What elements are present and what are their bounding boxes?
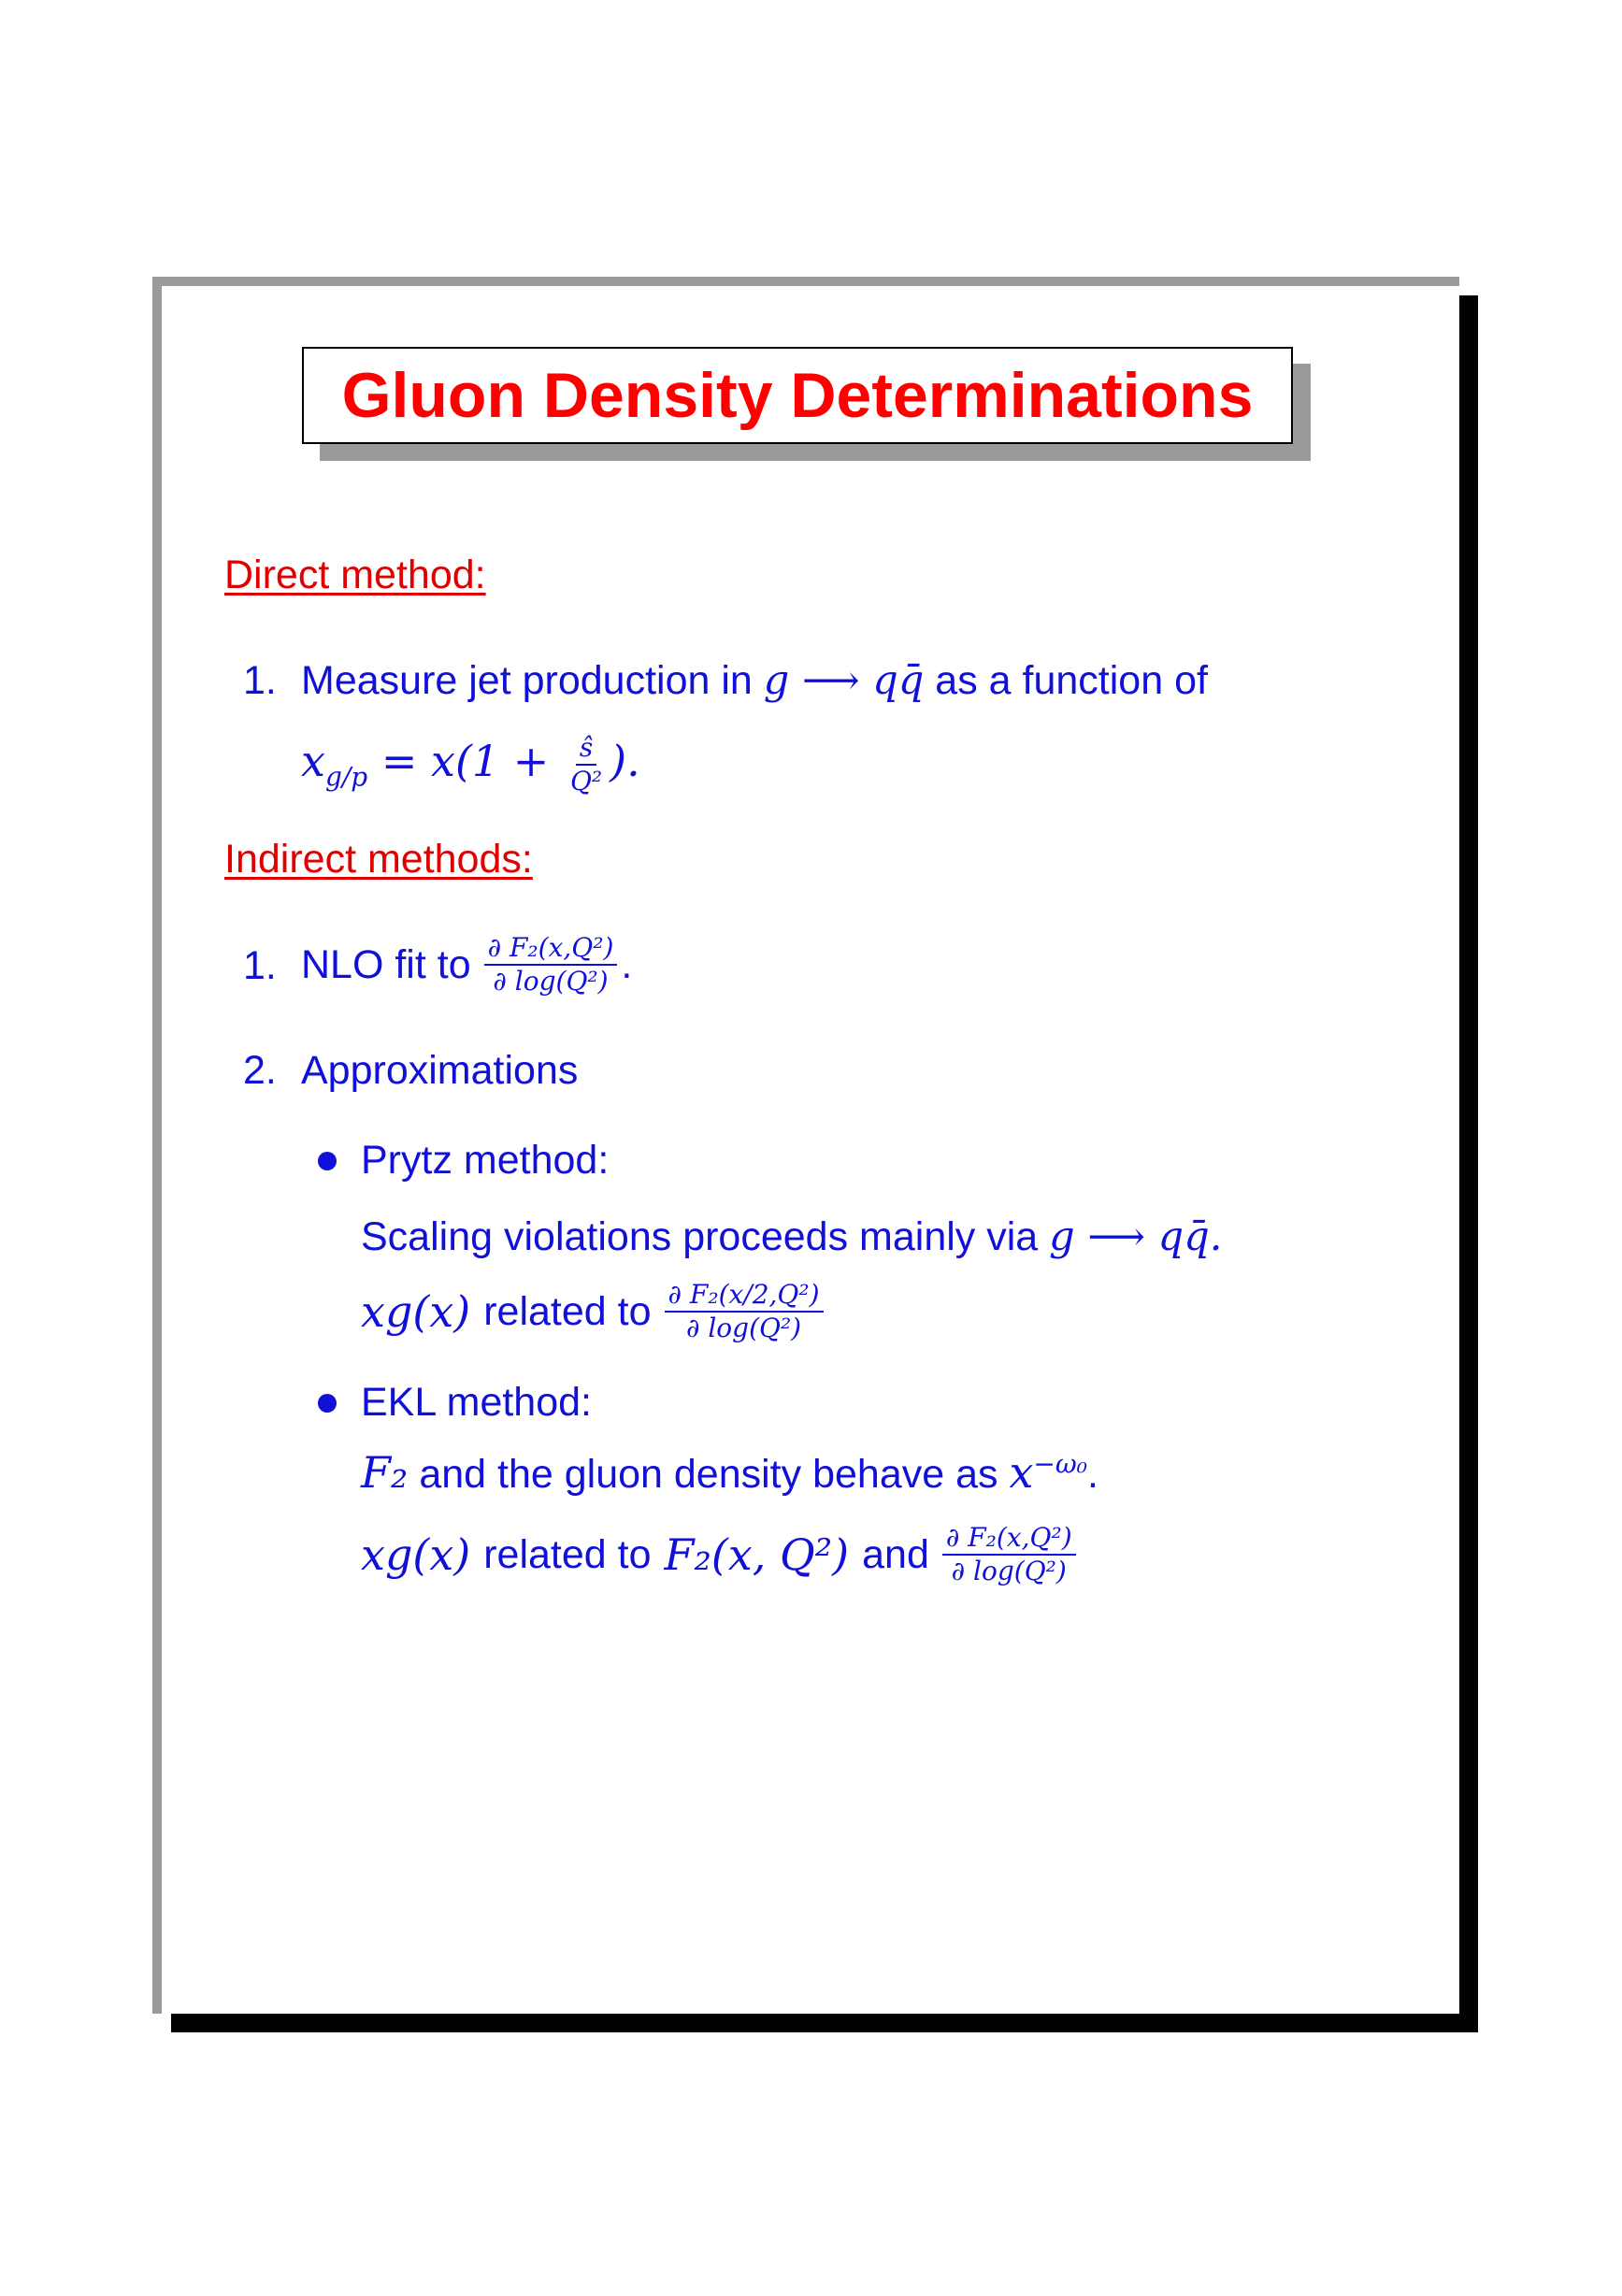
slide-panel <box>152 277 1459 2014</box>
direct-item-1-text-b: as a function of <box>935 658 1208 703</box>
title-box <box>302 347 1293 444</box>
indirect-item-2-number: 2. <box>243 1048 277 1093</box>
ekl-line-1 <box>361 1447 1098 1498</box>
direct-item-1-line1 <box>301 657 1208 704</box>
ekl-bullet-icon <box>318 1394 337 1413</box>
nlo-fraction-denominator: ∂ log(Q²) <box>493 966 609 997</box>
prytz-line-2-math: xg(x) <box>361 1286 471 1337</box>
ekl-fraction <box>942 1522 1076 1586</box>
ekl-line-2-and: and <box>862 1531 929 1577</box>
formula-fraction <box>567 732 606 796</box>
prytz-line-1-math: g ⟶ qq̄. <box>1049 1213 1223 1260</box>
ekl-label: EKL method: <box>361 1380 592 1425</box>
page-title: Gluon Density Determinations <box>341 360 1254 431</box>
indirect-item-1-text: NLO fit to <box>301 941 471 987</box>
prytz-line-2 <box>361 1270 827 1354</box>
fraction-denominator: Q² <box>569 766 603 796</box>
prytz-line-2-text: related to <box>483 1288 652 1334</box>
prytz-fraction-numerator: ∂ F₂(x/2,Q²) <box>665 1282 824 1313</box>
prytz-label: Prytz method: <box>361 1138 610 1183</box>
ekl-line-1-math: F₂ <box>361 1447 409 1498</box>
indirect-item-1-line <box>301 926 632 1004</box>
indirect-item-1-end: . <box>621 941 633 987</box>
ekl-line-1-superscript: −ω₀ <box>1033 1448 1087 1480</box>
ekl-line-2 <box>361 1513 1080 1597</box>
prytz-bullet-icon <box>318 1152 337 1170</box>
ekl-line-2-math2: F₂(x, Q²) <box>664 1529 850 1580</box>
formula-end: ). <box>610 736 640 787</box>
ekl-line-1-math2: x <box>1009 1447 1034 1498</box>
direct-item-1-math-a: g ⟶ qq̄ <box>763 657 925 704</box>
direct-item-1-formula <box>301 732 640 796</box>
prytz-fraction-denominator: ∂ log(Q²) <box>685 1313 802 1343</box>
indirect-item-2-text: Approximations <box>301 1048 579 1093</box>
indirect-methods-heading: Indirect methods: <box>224 837 533 882</box>
nlo-fraction-numerator: ∂ F₂(x,Q²) <box>484 935 618 966</box>
prytz-fraction <box>665 1279 824 1343</box>
direct-method-heading: Direct method: <box>224 552 486 597</box>
prytz-line-1-text: Scaling violations proceeds mainly via <box>361 1214 1039 1259</box>
nlo-fraction <box>484 932 618 997</box>
ekl-fraction-denominator: ∂ log(Q²) <box>951 1556 1067 1586</box>
formula-x: x <box>301 736 325 787</box>
direct-item-1-text-a: Measure jet production in <box>301 658 753 703</box>
formula-rhs: = x(1 + <box>367 736 563 787</box>
ekl-fraction-numerator: ∂ F₂(x,Q²) <box>942 1525 1076 1556</box>
ekl-line-1-end: . <box>1086 1452 1098 1497</box>
prytz-line-1 <box>361 1213 1223 1260</box>
indirect-item-1-number: 1. <box>243 943 277 988</box>
ekl-line-1-text: and the gluon density behave as <box>419 1452 998 1497</box>
fraction-numerator: ŝ <box>576 735 596 766</box>
formula-x-subscript: g/p <box>324 761 368 793</box>
direct-item-1-number: 1. <box>243 658 277 703</box>
ekl-line-2-math: xg(x) <box>361 1529 471 1580</box>
ekl-line-2-text: related to <box>483 1531 652 1577</box>
